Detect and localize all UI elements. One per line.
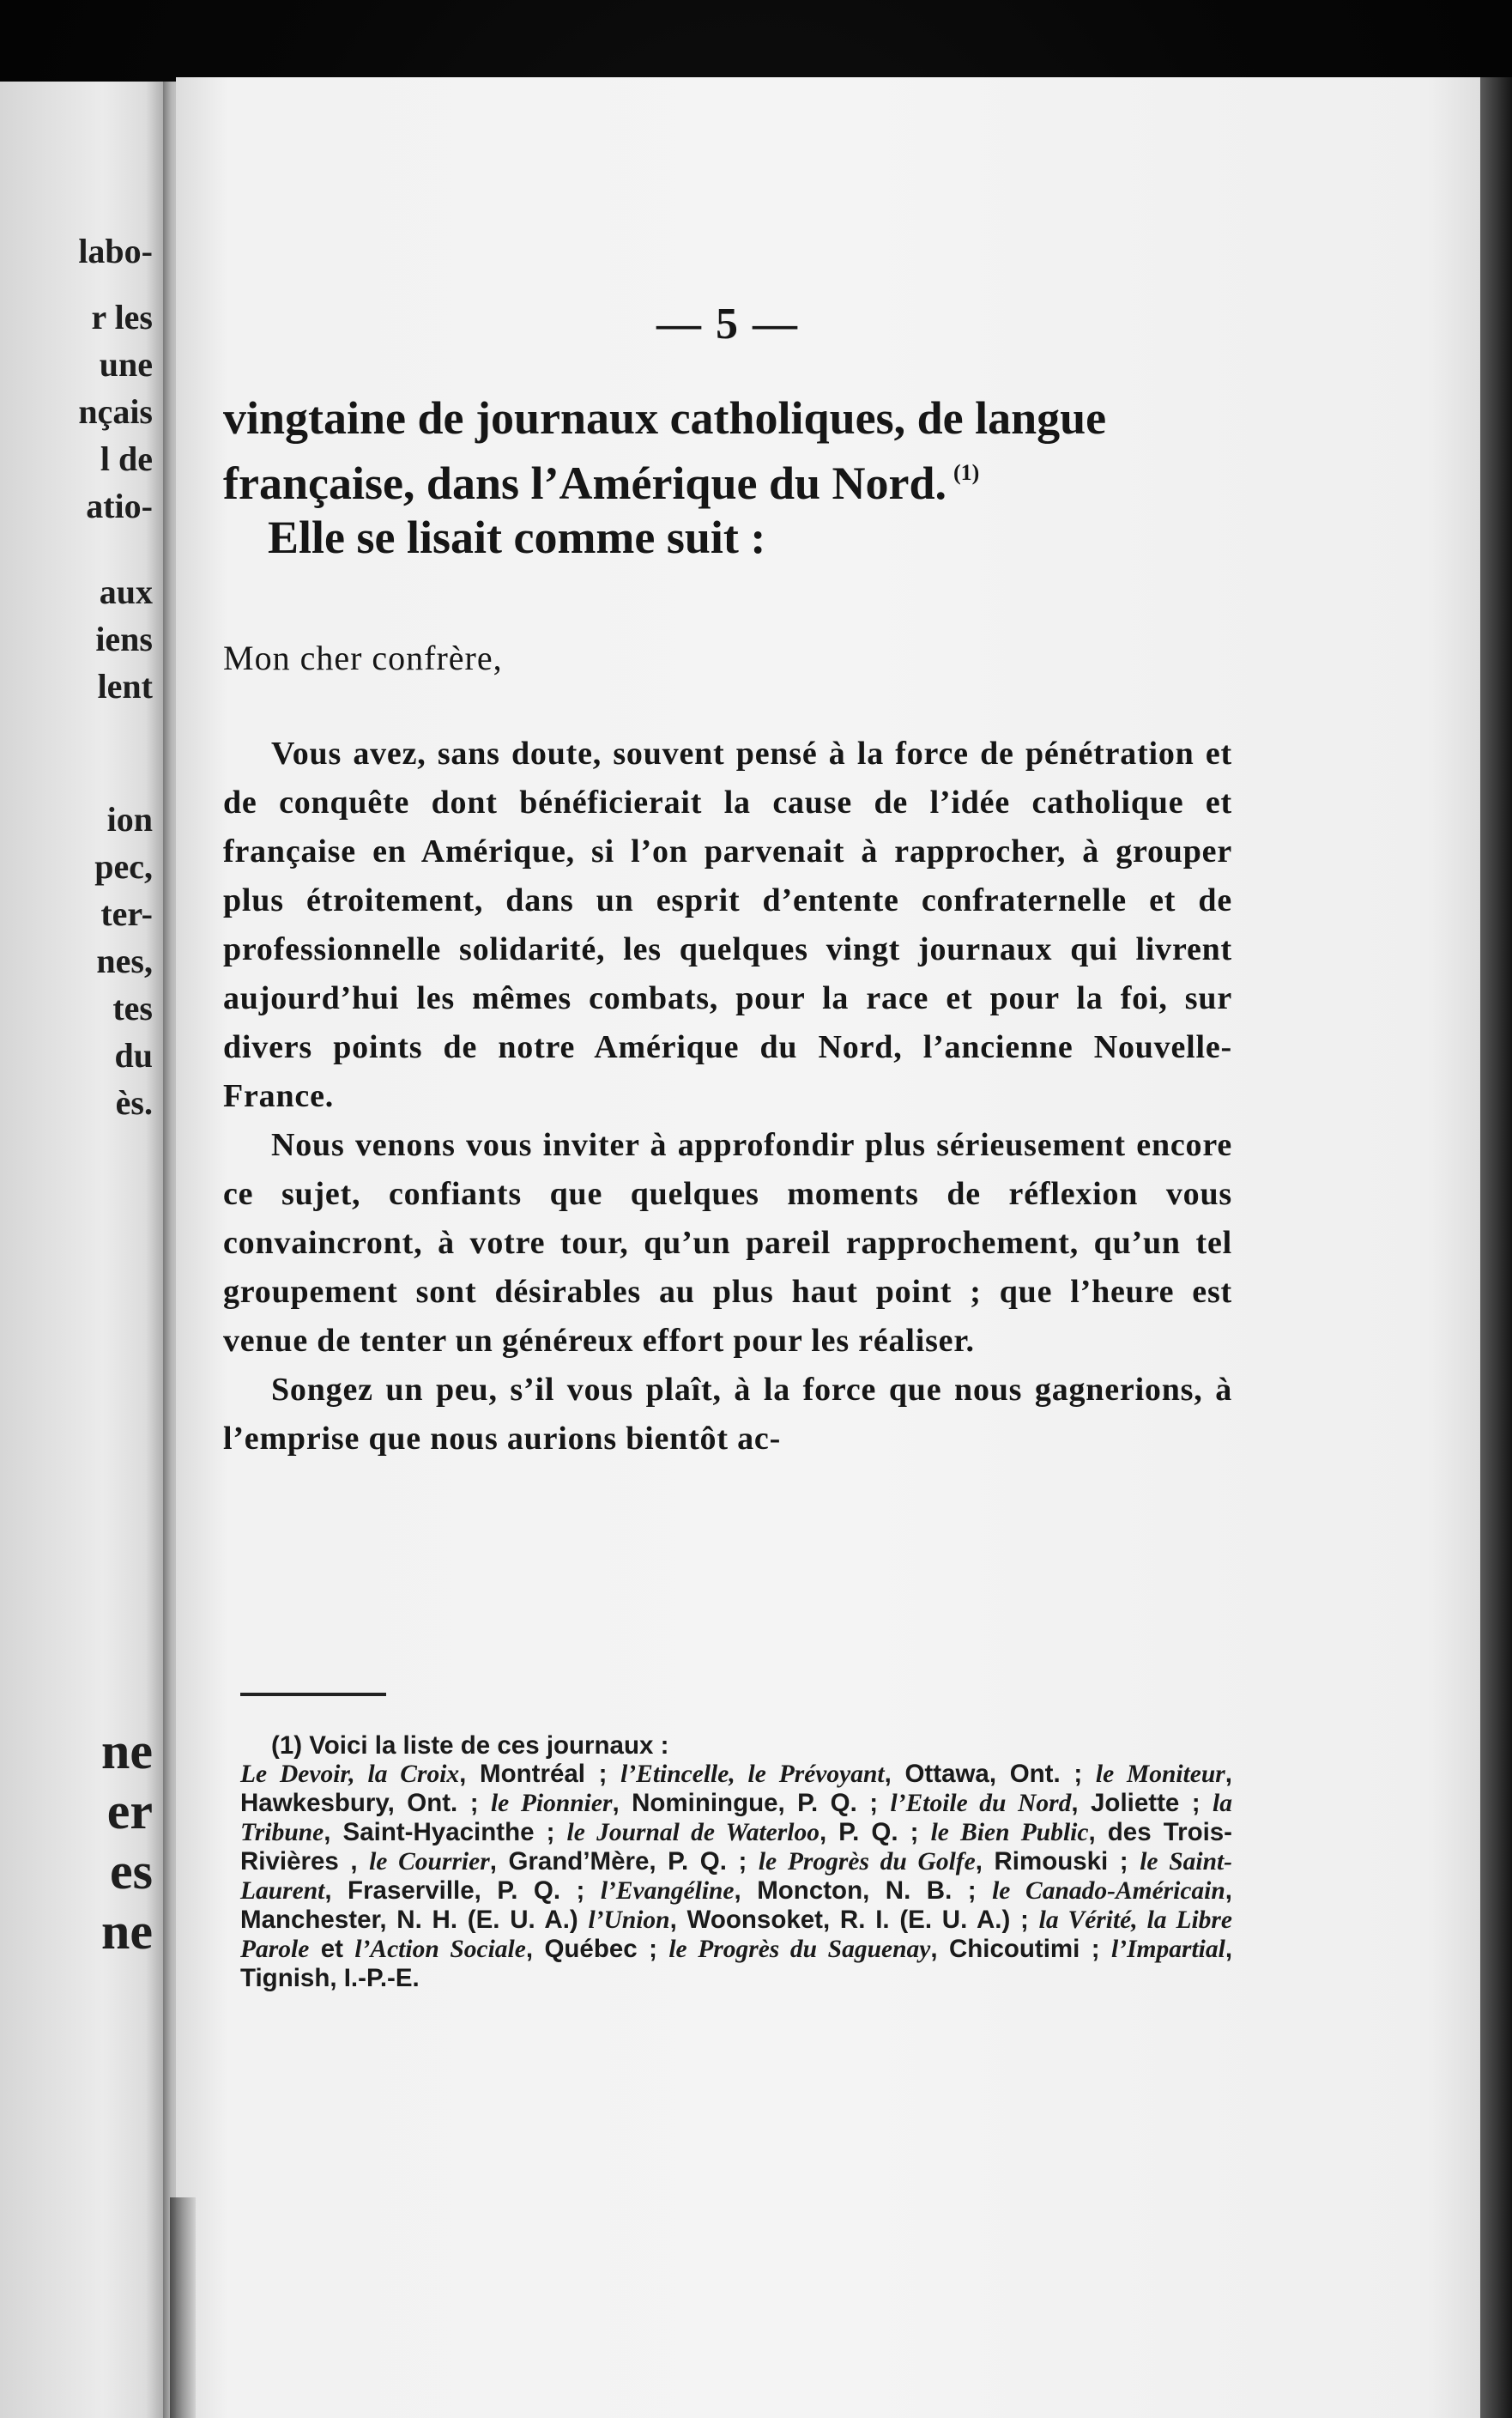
facing-text-fragment: l de [100,439,153,478]
newspaper-title: le Bien Public [930,1819,1089,1846]
place-name: , Moncton, N. B. ; [734,1876,993,1905]
facing-text-fragment: une [99,345,153,384]
facing-text-fragment: es [110,1843,153,1900]
facing-text-fragment: aux [99,573,153,611]
newspaper-title: l’Etoile du Nord [890,1790,1072,1817]
letter-paragraph: Vous avez, sans doute, souvent pensé à la force de pénétration et de conquête dont bénéficierait la cause de l’idée catholique et française en Amérique, si l’on parvenait à rapprocher, à grouper plus étroitement, dans un esprit d’entente confraternelle et de professionnelle solidarité, les quelques vingt journaux qui livrent aujourd’hui les mêmes combats, pour la race et pour la foi, sur divers points de notre Amérique du Nord, l’ancienne Nouvelle-France. [223,736,1232,1114]
place-name: , Fraserville, P. Q. ; [324,1876,601,1905]
book-page [176,77,1480,2418]
newspaper-title: le Journal de Waterloo [566,1819,820,1846]
place-name: , Tignish, I.-P.-E. [240,1935,1233,1992]
newspaper-title: l’Evangéline [600,1877,735,1905]
place-name: , P. Q. ; [819,1818,931,1846]
place-name: , Saint-Hyacinthe ; [324,1818,567,1846]
lead-line-with-note [223,445,1232,511]
footnote-rule [240,1693,386,1696]
facing-text-fragment: er [106,1783,153,1839]
newspaper-title: le Progrès du Saguenay [668,1936,931,1963]
binding-edge [170,2197,196,2418]
footnote-intro: (1) Voici la liste de ces journaux : [271,1731,669,1760]
place-name: , Québec ; [525,1935,669,1963]
newspaper-title: la Tribune [240,1790,1232,1846]
newspaper-title: l’Action Sociale [354,1936,526,1963]
facing-text-fragment: du [114,1036,153,1075]
facing-text-fragment: atio- [86,487,153,525]
letter-salutation: Mon cher confrère, [223,639,503,677]
facing-text-fragment: ion [106,800,153,839]
facing-text-fragment: ne [101,1723,153,1779]
newspaper-title: le Moniteur [1095,1760,1225,1788]
footnote [240,1731,1232,1992]
place-name: , Rimouski ; [975,1847,1140,1876]
place-name: et [309,1935,355,1963]
place-name: , Hawkesbury, Ont. ; [240,1760,1232,1817]
place-name: , Grand’Mère, P. Q. ; [489,1847,759,1876]
newspaper-title: le Canado-Américain [992,1877,1225,1905]
facing-text-fragment: r les [91,298,153,336]
place-name: , Joliette ; [1071,1789,1213,1817]
letter-paragraph: Nous venons vous inviter à approfondir plus sérieusement encore ce sujet, confiants que quelques moments de réflexion vous convaincront, à votre tour, qu’un pareil rapprochement, qu’un tel groupement sont désirables au plus haut point ; que l’heure est venue de tenter un généreux effort pour les réaliser. [223,1127,1232,1359]
newspaper-title: l’Impartial [1111,1936,1225,1963]
place-name: , Woonsoket, R. I. (E. U. A.) ; [669,1906,1039,1934]
place-name: , Montréal ; [459,1760,621,1788]
facing-text-fragment: lent [97,667,153,706]
newspaper-title: le Pionnier [490,1790,613,1817]
page-edge-shadow [1480,77,1512,2418]
facing-text-fragment: ne [101,1903,153,1960]
facing-text-fragment: nes, [96,942,153,980]
place-name: , des Trois-Rivières , [240,1818,1233,1876]
facing-text-fragment: ès. [115,1083,153,1122]
facing-text-fragment: tes [112,989,153,1027]
facing-text-fragment: ter- [100,894,153,933]
place-name: , Nominingue, P. Q. ; [612,1789,891,1817]
facing-text-fragment: nçais [78,392,153,431]
place-name: , Chicoutimi ; [930,1935,1112,1963]
letter-paragraph: Songez un peu, s’il vous plaît, à la force que nous gagnerions, à l’emprise que nous aurions bientôt ac- [223,1372,1232,1457]
newspaper-title: la Vérité, la Libre Parole [240,1906,1232,1963]
facing-text-fragment: labo- [78,232,153,270]
footnote-newspaper-list [240,1760,1232,1992]
lead-line: française, dans l’Amérique du Nord. [223,458,947,509]
newspaper-title: l’Etincelle, le Prévoyant [620,1760,885,1788]
footnote-marker: (1) [953,460,980,485]
newspaper-title: le Courrier [369,1848,490,1876]
page-number: — 5 — [656,300,799,348]
facing-page-fragment [0,82,172,2418]
newspaper-title: l’Union [588,1906,670,1934]
newspaper-title: Le Devoir, la Croix [240,1760,460,1788]
place-name: , Ottawa, Ont. ; [884,1760,1096,1788]
place-name: , Manchester, N. H. (E. U. A.) [240,1876,1232,1934]
lead-line: Elle se lisait comme suit : [268,512,766,563]
letter-body [223,730,1232,1464]
facing-text-fragment: pec, [94,847,153,886]
lead-line: vingtaine de journaux catholiques, de langue [223,392,1107,444]
lead-paragraph [223,391,1232,565]
newspaper-title: le Progrès du Golfe [758,1848,976,1876]
newspaper-title: le Saint-Laurent [240,1848,1232,1905]
facing-text-fragment: iens [95,620,153,658]
